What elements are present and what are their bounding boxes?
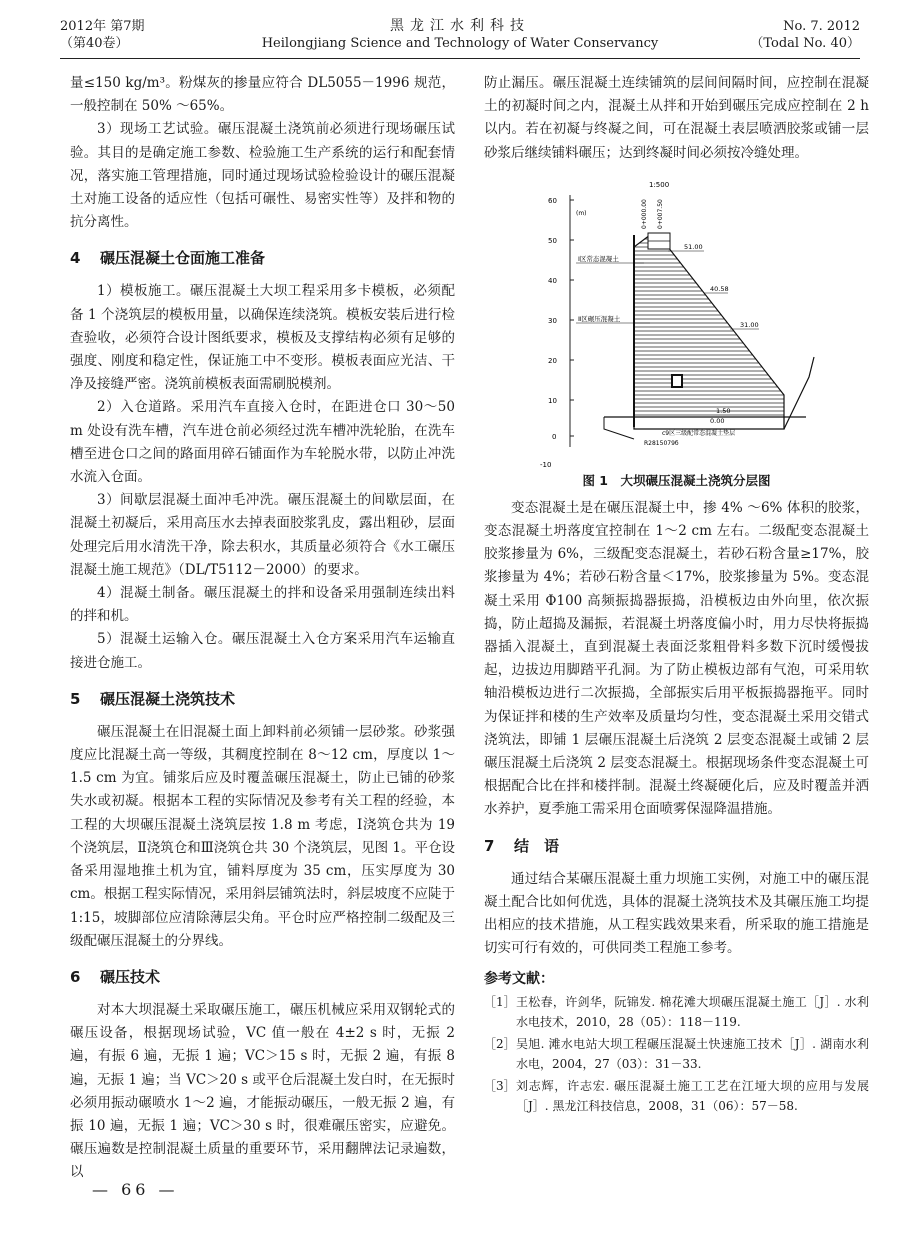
y-tick-neg10: -10 — [540, 460, 552, 469]
figure-scale: 1:500 — [649, 180, 670, 189]
reference-number: ［1］ — [484, 995, 516, 1010]
section-title: 碾压技术 — [100, 967, 161, 986]
reference-number: ［2］ — [484, 1037, 516, 1052]
figure-caption — [484, 471, 869, 489]
reference-item — [484, 1076, 869, 1116]
header-rule — [60, 58, 860, 59]
y-tick-0: 0 — [552, 432, 557, 441]
section-heading-6 — [70, 967, 455, 987]
paragraph: 变态混凝土是在碾压混凝土中，掺 4% ～6% 体积的胶浆，变态混凝土坍落度宜控制在 1～2 cm 左右。二级配变态混凝土胶浆掺量为 6%，三级配变态混凝土，若砂石粉含量≥17%，胶浆掺量为 4%；若砂石粉含量＜17%，胶浆掺量为 5%。变态混凝土采用 Φ100 高频振捣器振捣，沿模板边由外向里，依次振捣，防止超捣及漏振，若混凝土坍落度偏小时，用力尽快将振捣器插入混凝土，直到混凝土表面泛浆粗骨料多数下沉时缓慢拔起，边拔边用脚踏平孔洞。为了防止模板边部有气泡，可采用软轴沿模板边进行二次振捣，全部振实后用平板振捣器拖平。同时为保证拌和楼的生产效率及质量均匀性，变态混凝土采用交错式浇筑法，即铺 1 层碾压混凝土后浇筑 2 层变态混凝土或铺 2 层碾压混凝土后浇筑 2 层变态混凝土。根据现场条件变态混凝土可根据配合比在拌和楼拌制。混凝土终凝硬化后，应及时覆盖并洒水养护，夏季施工需采用仓面喷雾保湿降温措施。 — [484, 499, 869, 818]
y-tick-10: 10 — [548, 396, 557, 405]
paragraph: 5）混凝土运输入仓。碾压混凝土入仓方案采用汽车运输直接进仓施工。 — [70, 631, 455, 671]
journal-title-cn: 黑龙江水利科技 — [390, 18, 530, 34]
references-heading: 参考文献： — [484, 971, 554, 988]
section-heading-5 — [70, 689, 455, 709]
section-number: 5 — [70, 689, 81, 708]
running-header — [60, 14, 860, 60]
y-tick-30: 30 — [548, 316, 557, 325]
elev-0: 0.00 — [710, 416, 725, 425]
page-number: — 66 — — [92, 1180, 179, 1199]
reference-number: ［3］ — [484, 1079, 516, 1094]
header-total-no: （Todal No. 40） — [750, 36, 860, 51]
section-number: 6 — [70, 967, 81, 986]
elev-40-58: 40.58 — [710, 284, 729, 293]
paragraph: 1）模板施工。碾压混凝土大坝工程采用多卡模板，必须配备 1 个浇筑层的模板用量，以确保连续浇筑。模板安装后进行检查验收，必须符合设计图纸要求，模板及支撑结构必须有足够的强度、刚度和稳定性，保证施工中不变形。模板表面应光洁、干净及接缝严密。浇筑前模板表面需刷脱模剂。 — [70, 283, 455, 393]
section-title: 结 语 — [514, 836, 560, 855]
header-number — [750, 18, 860, 52]
zone-2-label: Ⅱ区碾压混凝土 — [578, 314, 621, 323]
section-title: 碾压混凝土仓面施工准备 — [100, 249, 266, 268]
section-heading-4 — [70, 248, 455, 268]
y-tick-20: 20 — [548, 356, 557, 365]
figure-title: 大坝碾压混凝土浇筑分层图 — [620, 472, 771, 488]
bank-right — [784, 357, 814, 429]
section-title: 碾压混凝土浇筑技术 — [100, 689, 236, 708]
reference-text: 吴旭. 滩水电站大坝工程碾压混凝土快速施工技术［J］. 湖南水利水电，2004，27（03）：31－33. — [516, 1037, 869, 1072]
y-tick-60: 60 — [548, 196, 557, 205]
y-tick-40: 40 — [548, 276, 557, 285]
stake-left: 0+000.00 — [641, 198, 648, 229]
right-column — [484, 72, 869, 1118]
y-tick-50: 50 — [548, 236, 557, 245]
dam-layer-diagram — [484, 177, 869, 469]
reference-text: 刘志辉，许志宏. 碾压混凝土施工工艺在江垭大坝的应用与发展［J］. 黑龙江科技信息，2008，31（06）：57－58. — [516, 1079, 869, 1114]
section-number: 4 — [70, 249, 81, 268]
dam-body — [634, 235, 784, 417]
header-journal — [60, 18, 860, 52]
paragraph: 4）混凝土制备。碾压混凝土的拌和设备采用强制连续出料的拌和机。 — [70, 585, 455, 625]
reference-text: 王松春，许剑华，阮锦发. 棉花滩大坝碾压混凝土施工［J］. 水利水电技术，2010，28（05）：118－119. — [516, 995, 869, 1030]
zone-1-label: Ⅰ区常态混凝土 — [578, 254, 619, 263]
section-number: 7 — [484, 836, 495, 855]
paragraph: 量≤150 kg/m³。粉煤灰的掺量应符合 DL5055－1996 规范，一般控制在 50% ～65%。 — [70, 75, 455, 115]
section-heading-7 — [484, 836, 869, 856]
reference-item — [484, 992, 869, 1032]
elev-51: 51.00 — [684, 242, 703, 251]
stake-right: 0+007.50 — [657, 198, 664, 229]
elev-31: 31.00 — [740, 320, 759, 329]
figure-1 — [484, 177, 869, 469]
paragraph: 2）入仓道路。采用汽车直接入仓时，在距进仓口 30～50 m 处设有洗车槽，汽车进仓前必须经过洗车槽冲洗轮胎，在洗车槽至进仓口之间的路面用碎石铺面作为车轮脱水带，以防止冲洗水流入仓面。 — [70, 399, 455, 486]
reference-item — [484, 1034, 869, 1074]
elev-1-5: 1.50 — [716, 406, 731, 415]
y-unit: (m) — [576, 209, 587, 217]
header-no: No. 7. 2012 — [783, 19, 860, 34]
journal-title-en: Heilongjiang Science and Technology of Water Conservancy — [261, 36, 659, 51]
paragraph: 防止漏压。碾压混凝土连续铺筑的层间间隔时间，应控制在混凝土的初凝时间之内，混凝土从拌和开始到碾压完成应控制在 2 h 以内。若在初凝与终凝之间，可在混凝土表层喷洒胶浆或铺一层砂浆后继续铺料碾压；达到终凝时间必须按冷缝处理。 — [484, 75, 869, 161]
paragraph: 通过结合某碾压混凝土重力坝施工实例，对施工中的碾压混凝土配合比如何优选，具体的混凝土浇筑技术及其碾压施工均提出相应的技术措施，从工程实践效果来看，所采取的施工措施是切实可行有效的，可供同类工程施工参考。 — [484, 870, 869, 957]
paragraph: 对本大坝混凝土采取碾压施工，碾压机械应采用双钢轮式的碾压设备，根据现场试验，VC 值一般在 4±2 s 时，无振 2 遍，有振 6 遍，无振 1 遍；VC＞15 s 时，无振 2 遍，有振 8 遍，无振 1 遍；当 VC＞20 s 或平仓后混凝土发白时，在无振时必须用振动碾喷水 1～2 遍，才能振动碾压，一般无振 2 遍，有振 10 遍，无振 1 遍；VC＞30 s 时，很难碾压密实，应避免。碾压遍数是控制混凝土质量的重要环节，采用翻牌法记录遍数，以 — [70, 1001, 455, 1181]
left-column — [70, 72, 455, 1185]
paragraph: 碾压混凝土在旧混凝土面上卸料前必须铺一层砂浆。砂浆强度应比混凝土高一等级，其稠度控制在 8～12 cm，厚度以 1～1.5 cm 为宜。铺浆后应及时覆盖碾压混凝土，防止已铺的砂浆失水或初凝。根据本工程的实际情况及参考有关工程的经验，本工程的大坝碾压混凝土浇筑层按 1.8 m 考虑，Ⅰ浇筑仓共为 19 个浇筑层，Ⅱ浇筑仓和Ⅲ浇筑仓共 30 个浇筑层，见图 1。平仓设备采用湿地推土机为宜，铺料厚度为 35 cm，压实厚度为 30 cm。根据工程实际情况，采用斜层铺筑法时，斜层坡度不应陡于 1:15，坡脚部位应清除薄层尖角。平仓时应严格控制二级配及三级配碾压混凝土的分界线。 — [70, 723, 455, 949]
header-year-issue: 2012年 第7期 — [60, 19, 145, 34]
y-ticks — [540, 197, 557, 469]
paragraph: 3）现场工艺试验。碾压混凝土浇筑前必须进行现场碾压试验。其目的是确定施工参数、检验施工生产系统的运行和配套情况，落实施工管理措施，同时通过现场试验检验设计的碾压混凝土对施工设备的适应性（包括可碾性、易密实性等）及拌和物的抗分离性。 — [70, 121, 455, 231]
foundation-line — [604, 417, 806, 429]
figure-number: 图 1 — [582, 472, 609, 488]
header-volume: （第40卷） — [60, 36, 129, 51]
paragraph: 3）间歇层混凝土面冲毛冲洗。碾压混凝土的间歇层面，在混凝土初凝后，采用高压水去掉表面胶浆乳皮，露出粗砂，层面处理完后用水清洗干净，除去积水，其质量必须符合《水工碾压混凝土施工规范》（DL/T5112－2000）的要求。 — [70, 492, 455, 578]
figure-code: R2815079б — [644, 439, 679, 447]
gallery — [672, 375, 682, 387]
bottom-zone-label: c9区三级配常态混凝土垫层 — [662, 429, 736, 437]
